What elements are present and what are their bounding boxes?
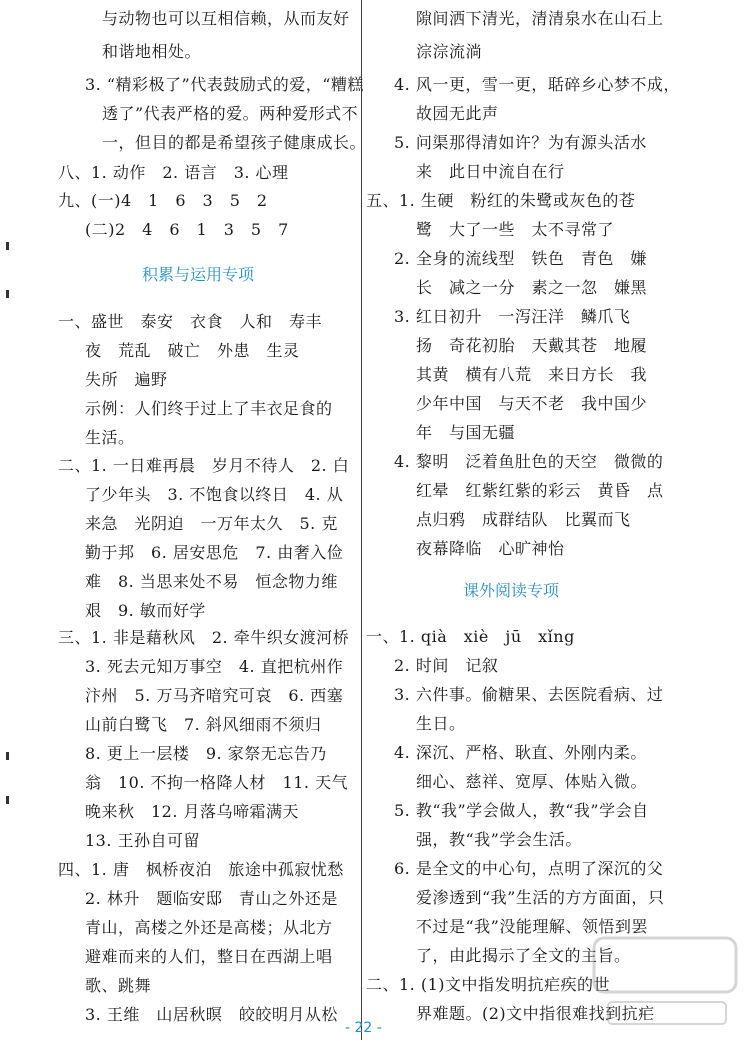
- answer-line: 翁 10. 不拘一格降人材 11. 天气: [85, 773, 349, 792]
- answer-line: 生日。: [416, 714, 466, 733]
- answer-line: 2. 全身的流线型 铁色 青色 嫌: [394, 249, 647, 268]
- answer-line: 长 减之一分 素之一忽 嫌黑: [416, 278, 648, 297]
- answer-line: 4. 深沉、严格、耿直、外刚内柔。: [394, 743, 647, 762]
- answer-line: 2. 林升 题临安邸 青山之外还是: [85, 889, 338, 908]
- answer-line: 山前白鹭飞 7. 斜风细雨不须归: [85, 715, 322, 734]
- answer-line: 爱渗透到“我”生活的方方面面，只: [416, 888, 665, 907]
- watermark-logo-icon: [590, 930, 740, 1030]
- answer-line: 五、1. 生硬 粉红的朱鹭或灰色的苍: [366, 191, 636, 210]
- answer-line: 一、盛世 泰安 衣食 人和 寿丰: [58, 312, 323, 331]
- answer-line: 3. 王维 山居秋暝 皎皎明月从松: [85, 1005, 338, 1024]
- column-divider: [361, 0, 362, 1040]
- answer-line: 6. 是全文的中心句，点明了深沉的父: [394, 859, 664, 878]
- answer-line: 汴州 5. 万马齐喑究可哀 6. 西塞: [85, 686, 344, 705]
- answer-line: 歌、跳舞: [85, 976, 152, 995]
- answer-line: 少年中国 与天不老 我中国少: [416, 394, 648, 413]
- answer-line: 淙淙流淌: [416, 42, 483, 61]
- answer-line: 透了”代表严格的爱。两种爱形式不: [102, 104, 359, 123]
- answer-line: 夜 荒乱 破亡 外患 生灵: [85, 341, 300, 360]
- answer-line: 生活。: [85, 428, 135, 447]
- answer-line: 来急 光阴迫 一万年太久 5. 克: [85, 514, 338, 533]
- answer-line: 三、1. 非是藉秋风 2. 牵牛织女渡河桥: [58, 628, 350, 647]
- answer-line: 与动物也可以互相信赖，从而友好: [102, 9, 350, 28]
- answer-line: 难 8. 当思来处不易 恒念物力维: [85, 572, 338, 591]
- scan-mark: [6, 242, 9, 250]
- answer-line: 3. “精彩极了”代表鼓励式的爱，“糟糕: [85, 75, 364, 94]
- answer-line: 艰 9. 敏而好学: [85, 601, 206, 620]
- scan-mark: [6, 796, 9, 804]
- answer-line: 了少年头 3. 不饱食以终日 4. 从: [85, 485, 344, 504]
- answer-line: 细心、慈祥、宽厚、体贴入微。: [416, 772, 648, 791]
- scan-mark: [6, 752, 9, 760]
- answer-line: 失所 遍野: [85, 370, 168, 389]
- answer-line: 四、1. 唐 枫桥夜泊 旅途中孤寂忧愁: [58, 860, 344, 879]
- page-number: - 22 -: [345, 1020, 382, 1036]
- answer-line: 3. 死去元知万事空 4. 直把杭州作: [85, 657, 344, 676]
- answer-line: 年 与国无疆: [416, 423, 516, 442]
- answer-line: 8. 更上一层楼 9. 家祭无忘告乃: [85, 744, 327, 763]
- answer-line: 二、1. (1)文中指发明抗疟疾的世: [366, 975, 611, 994]
- answer-line: 点归鸦 成群结队 比翼而飞: [416, 510, 631, 529]
- answer-line: 晚来秋 12. 月落乌啼霜满天: [85, 802, 300, 821]
- section-heading: 积累与运用专项: [142, 265, 255, 284]
- answer-line: 界难题。(2)文中指很难找到抗疟: [416, 1004, 655, 1023]
- answer-line: 红晕 红紫红紫的彩云 黄昏 点: [416, 481, 664, 500]
- answer-line: 故园无此声: [416, 104, 499, 123]
- answer-line: 示例：人们终于过上了丰衣足食的: [85, 399, 333, 418]
- answer-line: 其黄 横有八荒 来日方长 我: [416, 365, 648, 384]
- answer-line: 5. 教“我”学会做人，教“我”学会自: [394, 801, 649, 820]
- answer-line: 九、(一)4 1 6 3 5 2: [58, 191, 268, 210]
- answer-line: 隙间洒下清光，清清泉水在山石上: [416, 9, 664, 28]
- answer-line: 一、1. qià xiè jū xǐng: [366, 627, 575, 646]
- answer-line: 一，但目的都是希望孩子健康成长。: [102, 133, 367, 152]
- answer-line: 强，教“我”学会生活。: [416, 830, 582, 849]
- answer-line: 3. 六件事。偷糖果、去医院看病、过: [394, 685, 664, 704]
- answer-line: 4. 风一更，雪一更，聒碎乡心梦不成，: [394, 75, 680, 94]
- answer-line: 5. 问渠那得清如许？为有源头活水: [394, 133, 647, 152]
- answer-line: 来 此日中流自在行: [416, 162, 565, 181]
- scan-mark: [6, 290, 9, 298]
- answer-line: 和谐地相处。: [102, 42, 202, 61]
- answer-line: (二)2 4 6 1 3 5 7: [85, 220, 289, 239]
- section-heading: 课外阅读专项: [463, 581, 560, 600]
- answer-line: 夜幕降临 心旷神怡: [416, 539, 565, 558]
- answer-line: 了，由此揭示了全文的主旨。: [416, 946, 631, 965]
- answer-line: 不过是“我”没能理解、领悟到罢: [416, 917, 648, 936]
- answer-line: 二、1. 一日难再晨 岁月不待人 2. 白: [58, 456, 350, 475]
- answer-line: 13. 王孙自可留: [85, 831, 201, 850]
- answer-line: 2. 时间 记叙: [394, 656, 499, 675]
- answer-line: 青山，高楼之外还是高楼；从北方: [85, 918, 333, 937]
- answer-line: 扬 奇花初胎 天戴其苍 地履: [416, 336, 648, 355]
- answer-line: 3. 红日初升 一泻汪洋 鳞爪飞: [394, 307, 631, 326]
- answer-line: 勤于邦 6. 居安思危 7. 由奢入俭: [85, 543, 344, 562]
- answer-line: 鹭 大了一些 太不寻常了: [416, 220, 615, 239]
- answer-line: 八、1. 动作 2. 语言 3. 心理: [58, 163, 289, 182]
- answer-line: 4. 黎明 泛着鱼肚色的天空 微微的: [394, 452, 664, 471]
- answer-line: 避难而来的人们，整日在西湖上唱: [85, 947, 333, 966]
